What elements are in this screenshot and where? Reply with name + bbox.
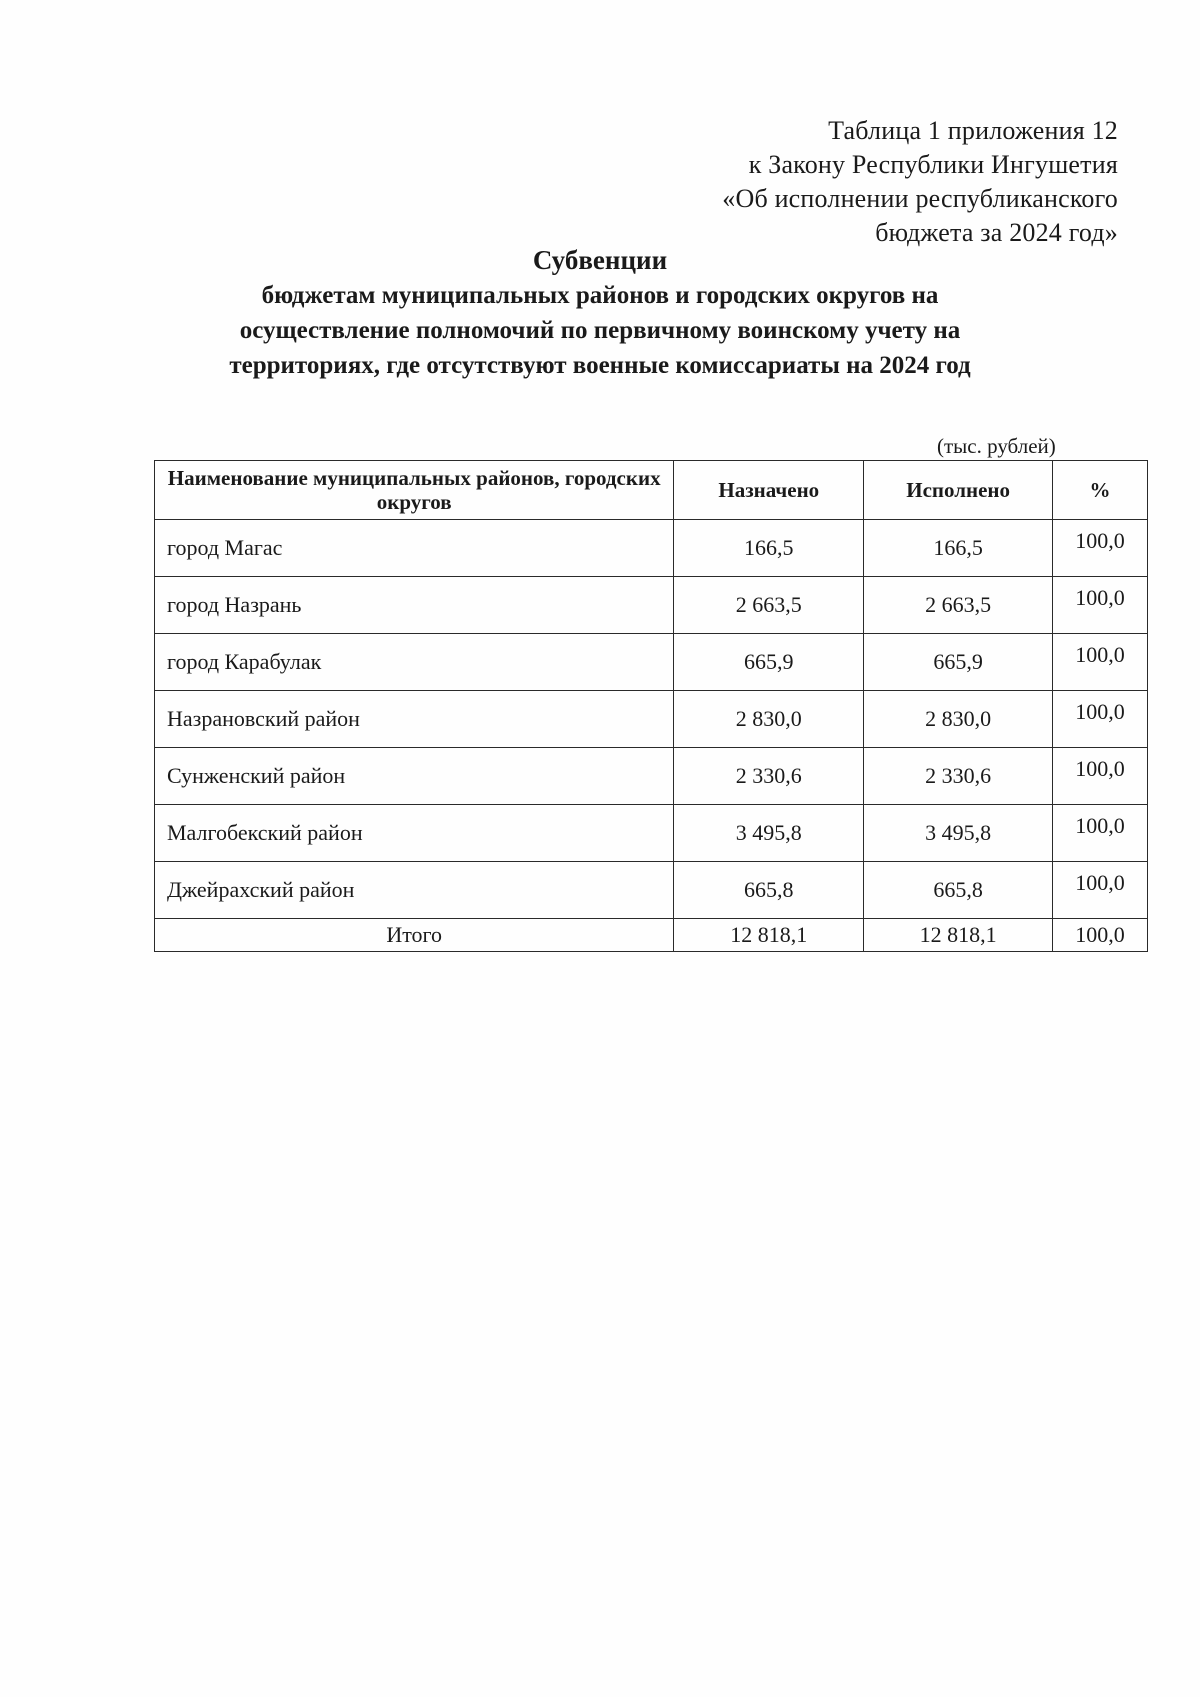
title-line-1: бюджетам муниципальных районов и городских округов на	[261, 282, 939, 309]
row-name: Сунженский район	[155, 748, 674, 805]
row-assigned: 665,8	[674, 862, 864, 919]
column-header-assigned: Назначено	[674, 461, 864, 520]
row-executed: 665,9	[864, 634, 1053, 691]
column-header-executed: Исполнено	[864, 461, 1053, 520]
row-assigned: 2 663,5	[674, 577, 864, 634]
row-executed: 2 663,5	[864, 577, 1053, 634]
row-percent: 100,0	[1053, 520, 1148, 577]
table-row	[155, 520, 1148, 577]
row-executed: 166,5	[864, 520, 1053, 577]
row-executed: 3 495,8	[864, 805, 1053, 862]
units-label: (тыс. рублей)	[937, 434, 1056, 458]
table-total-row	[155, 919, 1148, 952]
total-assigned: 12 818,1	[674, 919, 864, 952]
row-executed: 2 330,6	[864, 748, 1053, 805]
row-name: Назрановский район	[155, 691, 674, 748]
document-title	[150, 243, 1050, 383]
row-percent: 100,0	[1053, 862, 1148, 919]
row-executed: 665,8	[864, 862, 1053, 919]
table-row	[155, 748, 1148, 805]
row-percent: 100,0	[1053, 748, 1148, 805]
table-row	[155, 862, 1148, 919]
appendix-line-4: бюджета за 2024 год»	[875, 218, 1118, 247]
table-row	[155, 577, 1148, 634]
row-name: город Назрань	[155, 577, 674, 634]
title-main: Субвенции	[532, 245, 668, 275]
subventions-table	[154, 460, 1148, 952]
table-row	[155, 634, 1148, 691]
total-executed: 12 818,1	[864, 919, 1053, 952]
table-row	[155, 805, 1148, 862]
row-executed: 2 830,0	[864, 691, 1053, 748]
appendix-line-1: Таблица 1 приложения 12	[828, 116, 1118, 145]
table-row	[155, 691, 1148, 748]
row-percent: 100,0	[1053, 577, 1148, 634]
row-name: Малгобекский район	[155, 805, 674, 862]
row-assigned: 166,5	[674, 520, 864, 577]
row-assigned: 2 830,0	[674, 691, 864, 748]
row-name: город Карабулак	[155, 634, 674, 691]
row-percent: 100,0	[1053, 691, 1148, 748]
total-name: Итого	[155, 919, 674, 952]
title-line-3: территориях, где отсутствуют военные комиссариаты на 2024 год	[229, 352, 971, 379]
table-header-row	[155, 461, 1148, 520]
row-percent: 100,0	[1053, 634, 1148, 691]
row-assigned: 665,9	[674, 634, 864, 691]
appendix-reference	[722, 114, 1118, 250]
appendix-line-2: к Закону Республики Ингушетия	[748, 150, 1118, 179]
column-header-percent: %	[1053, 461, 1148, 520]
total-percent: 100,0	[1053, 919, 1148, 952]
row-percent: 100,0	[1053, 805, 1148, 862]
row-name: Джейрахский район	[155, 862, 674, 919]
appendix-line-3: «Об исполнении республиканского	[722, 184, 1118, 213]
row-assigned: 3 495,8	[674, 805, 864, 862]
row-assigned: 2 330,6	[674, 748, 864, 805]
column-header-name: Наименование муниципальных районов, городских округов	[155, 461, 674, 520]
title-line-2: осуществление полномочий по первичному воинскому учету на	[239, 317, 961, 344]
row-name: город Магас	[155, 520, 674, 577]
